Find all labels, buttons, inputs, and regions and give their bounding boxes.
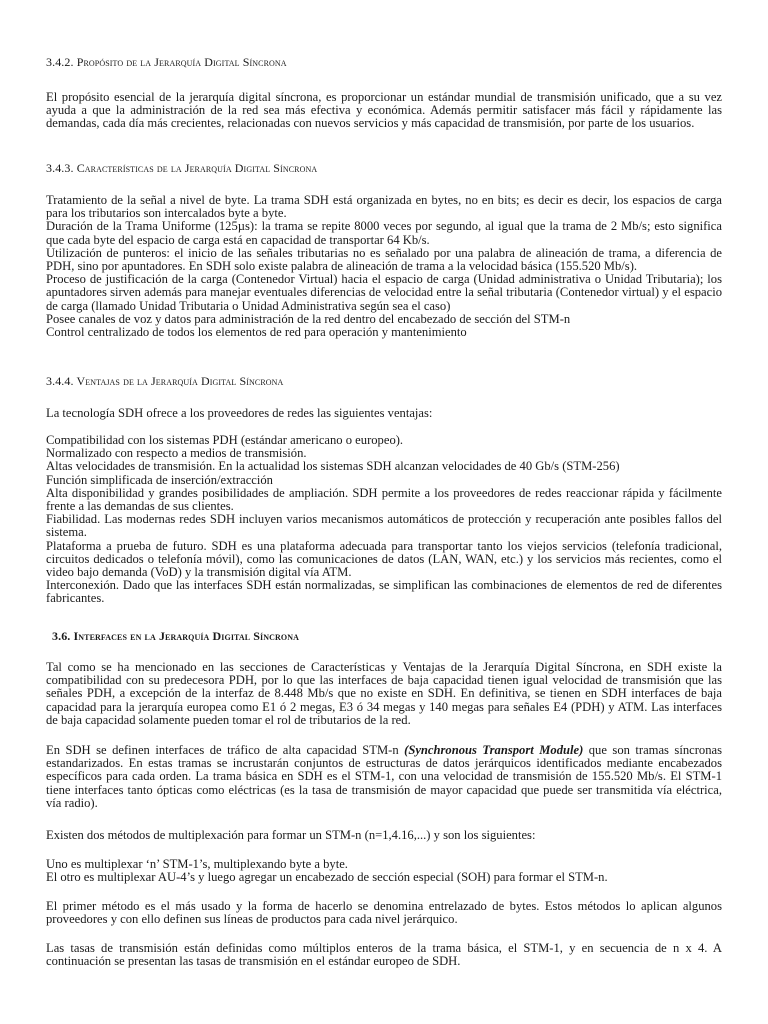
list-item: Plataforma a prueba de futuro. SDH es una plataforma adecuada para transportar tanto los viejos servicios (telefonía tradicional, circuitos dedicados o telefonía móvil), como las comunicaciones de datos (LAN, WAN, etc.) y los servicios más recientes, como el video bajo demanda (VoD) y la transmisión digital vía ATM. — [46, 538, 722, 580]
section-heading-343: 3.4.3. Características de la Jerarquía Digital Síncrona — [46, 161, 318, 175]
list-item: Alta disponibilidad y grandes posibilidades de ampliación. SDH permite a los proveedores de redes reaccionar rápida y fácilmente frente a las demandas de sus clientes. — [46, 485, 722, 514]
methods-list — [46, 858, 722, 884]
paragraph-interfaces-1: Tal como se ha mencionado en las secciones de Características y Ventajas de la Jerarquía Digital Síncrona, en SDH existe la compatibilidad con su predecesora PDH, por lo que las interfaces de baja capacidad tienen igual velocidad de transmisión que las señales PDH, a excepción de la interfaz de 8.448 Mb/s que no existe en SDH. En definitiva, se tienen en SDH interfaces de baja capacidad para la jerarquía europea como E1 ó 2 megas, E3 ó 34 megas y 140 megas para señales E4 (PDH) y ATM. Las interfaces de baja capacidad solamente pueden tomar el rol de tributarios de la red. — [46, 660, 722, 727]
characteristics-list — [46, 194, 722, 339]
list-item: Utilización de punteros: el inicio de las señales tributarias no es señalado por una palabra de alineación de trama, a diferencia de PDH, sino por apuntadores. En SDH solo existe palabra de alineación de trama a la velocidad básica (155.520 Mb/s). — [46, 245, 722, 274]
list-item: Control centralizado de todos los elementos de red para operación y mantenimiento — [46, 325, 467, 340]
section-heading-36: 3.6. Interfaces en la Jerarquía Digital Síncrona — [52, 629, 299, 643]
list-item: Normalizado con respecto a medios de transmisión. — [46, 446, 307, 461]
section-heading-342: 3.4.2. Propósito de la Jerarquía Digital Síncrona — [46, 55, 287, 69]
list-item: Compatibilidad con los sistemas PDH (estándar americano o europeo). — [46, 433, 404, 447]
list-item: Posee canales de voz y datos para administración de la red dentro del encabezado de sección del STM-n — [46, 311, 571, 326]
paragraph-methods-intro: Existen dos métodos de multiplexación para formar un STM-n (n=1,4.16,...) y son los siguientes: — [46, 828, 536, 842]
list-item: Función simplificada de inserción/extracción — [46, 472, 273, 487]
list-item: Duración de la Trama Uniforme (125µs): la trama se repite 8000 veces por segundo, al igual que la trama de 2 Mb/s; esto significa que cada byte del espacio de carga está en capacidad de transportar 64 Kb/s. — [46, 219, 722, 247]
emphasis-stm: (Synchronous Transport Module) — [404, 743, 584, 757]
paragraph-interfaces-2: En SDH se definen interfaces de tráfico de alta capacidad STM-n (Synchronous Transport Module) que son tramas síncronas estandarizados. En estas tramas se incrustarán conjuntos de estructuras de datos jerárquicos identificados mediante encabezados específicos para cada orden. La trama básica en SDH es el STM-1, con una velocidad de transmisión de 155.520 Mb/s. El STM-1 tiene interfaces tanto ópticas como eléctricas (es la tasa de transmisión de mayor capacidad que puede ser transmitida vía eléctrica, vía radio). — [46, 743, 722, 810]
list-item: Altas velocidades de transmisión. En la actualidad los sistemas SDH alcanzan velocidades de 40 Gb/s (STM-256) — [46, 459, 620, 474]
advantages-list — [46, 434, 722, 606]
paragraph-purpose: El propósito esencial de la jerarquía digital síncrona, es proporcionar un estándar mundial de transmisión unificado, que a su vez ayuda a que la administración de la red sea más efectiva y económica. Además permitir satisfacer más fácil y rápidamente las demandas, cada día más crecientes, relacionadas con nuevos servicios y más capacidad de transmisión, por parte de los usuarios. — [46, 90, 722, 131]
paragraph-methods-usage: El primer método es el más usado y la forma de hacerlo se denomina entrelazado de bytes. Estos métodos lo aplican algunos proveedores y con ello definen sus líneas de productos para cada nivel jerárquico. — [46, 899, 722, 927]
list-item: El otro es multiplexar AU-4’s y luego agregar un encabezado de sección especial (SOH) para formar el STM-n. — [46, 870, 608, 885]
list-item: Proceso de justificación de la carga (Contenedor Virtual) hacia el espacio de carga (Unidad administrativa o Unidad Tributaria); los apuntadores sirven además para manejar eventuales diferencias de velocidad entre la señal tributaria (Contenedor virtual) y el espacio de carga (llamado Unidad Tributaria o Unidad Administrativa según sea el caso) — [46, 272, 722, 313]
paragraph-rates: Las tasas de transmisión están definidas como múltiplos enteros de la trama básica, el STM-1, y en secuencia de n x 4. A continuación se presentan las tasas de transmisión en el estándar europeo de SDH. — [46, 941, 722, 969]
list-item: Fiabilidad. Las modernas redes SDH incluyen varios mecanismos automáticos de protección y recuperación ante posibles fallos del sistema. — [46, 512, 722, 540]
section-heading-344: 3.4.4. Ventajas de la Jerarquía Digital Síncrona — [46, 374, 284, 388]
list-item: Uno es multiplexar ‘n’ STM-1’s, multiplexando byte a byte. — [46, 857, 348, 871]
advantages-intro: La tecnología SDH ofrece a los proveedores de redes las siguientes ventajas: — [46, 406, 433, 420]
list-item: Tratamiento de la señal a nivel de byte. La trama SDH está organizada en bytes, no en bits; es decir es decir, los espacios de carga para los tributarios son intercalados byte a byte. — [46, 193, 722, 221]
list-item: Interconexión. Dado que las interfaces SDH están normalizadas, se simplifican las combinaciones de elementos de red de diferentes fabricantes. — [46, 578, 722, 606]
